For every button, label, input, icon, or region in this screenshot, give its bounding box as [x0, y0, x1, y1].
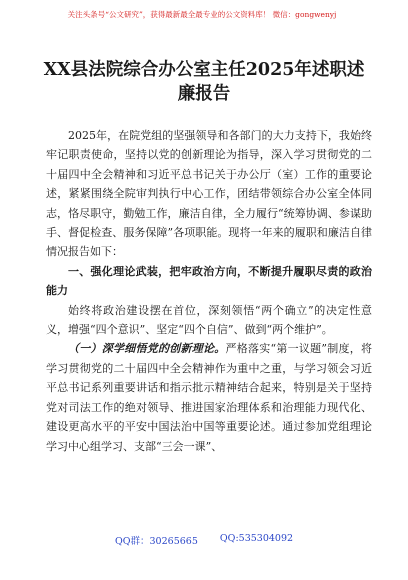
section-1-heading: 一、强化理论武装，把牢政治方向，不断提升履职尽责的政治能力	[46, 264, 372, 298]
subsection-1-heading: （一）深学细悟党的创新理论。	[68, 342, 226, 356]
section-1-paragraph: 始终将政治建设摆在首位，深刻领悟“两个确立”的决定性意义，增强“四个意识”、坚定“四个自信”、做到“两个维护”。	[46, 303, 372, 337]
title-line-2: 廉报告	[177, 84, 231, 104]
subsection-1-text: 严格落实“第一议题”制度，将学习贯彻党的二十届四中全会精神作为重中之重，与学习领会习近平总书记系列重要讲话和指示批示精神结合起来，特别是关于坚持党对司法工作的绝对领导、推进国家治理体系和治理能力现代化、建设更高水平的平安中国法治中国等重要论述。通过参加党组理论学习中心组学习、支部“三会一课”、	[46, 342, 372, 453]
document-body	[46, 126, 372, 456]
header-banner: 关注头条号“公文研究”，获得最新最全最专业的公文资料库！ 微信：gongwenyj	[67, 9, 337, 19]
footer-qq-group: QQ群：30265665	[114, 536, 198, 547]
footer-qq: QQ:535304092	[219, 533, 294, 544]
document-title	[0, 58, 408, 106]
title-line-1: XX县法院综合办公室主任2025年述职述	[43, 60, 365, 80]
intro-paragraph: 2025年，在院党组的坚强领导和各部门的大力支持下，我始终牢记职责使命，坚持以党的创新理论为指导，深入学习贯彻党的二十届四中全会精神和习近平总书记关于办公厅（室）工作的重要论述，紧紧围绕全院审判执行中心工作，团结带领综合办公室全体同志，恪尽职守，勤勉工作，廉洁自律，全力履行“统筹协调、参谋助手、督促检查、服务保障”各项职能。现将一年来的履职和廉洁自律情况报告如下：	[46, 129, 372, 259]
footer-contacts	[0, 533, 408, 547]
subsection-1-paragraph	[46, 339, 372, 455]
